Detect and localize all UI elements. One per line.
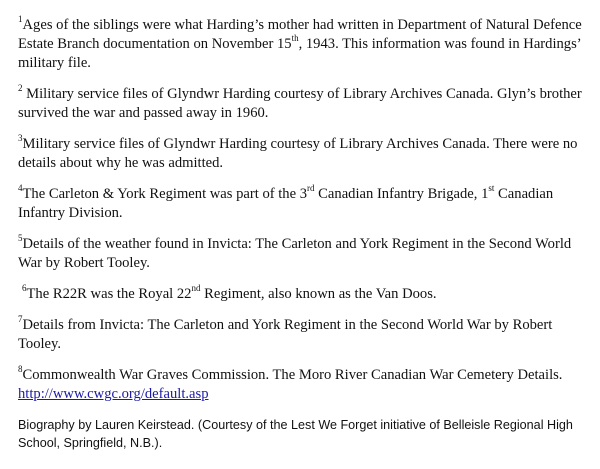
footnote-text: Military service files of Glyndwr Harding courtesy of Library Archives Canada. There were no details about why he was admitted. <box>18 136 578 171</box>
footnote-text: The Carleton & York Regiment was part of the 3 <box>22 186 308 202</box>
footnote-1 <box>18 16 586 73</box>
footnote-text: Details of the weather found in Invicta: The Carleton and York Regiment in the Second World War by Robert Tooley. <box>18 236 572 271</box>
footnote-text: Details from Invicta: The Carleton and York Regiment in the Second World War by Robert Tooley. <box>18 317 553 352</box>
footnote-text: , 1943. This information was found in Hardings’ military file. <box>18 36 581 71</box>
footnote-text: Canadian Infantry Division. <box>18 186 554 221</box>
footnote-number: 8 <box>18 364 23 375</box>
ordinal-superscript: nd <box>191 283 201 294</box>
ordinal-superscript: rd <box>307 183 315 194</box>
ordinal-superscript: th <box>291 33 299 44</box>
footnote-7 <box>18 316 586 354</box>
footnote-3 <box>18 135 586 173</box>
cwgc-link[interactable]: http://www.cwgc.org/default.asp <box>18 386 209 402</box>
footnote-5 <box>18 235 586 273</box>
footnote-text: The R22R was the Royal 22 <box>26 286 192 302</box>
footnote-2 <box>18 85 586 123</box>
footnote-text: Military service files of Glyndwr Harding courtesy of Library Archives Canada. Glyn’s brother survived the war and passed away in 1960. <box>18 86 582 121</box>
footnote-number: 7 <box>18 314 23 325</box>
footnote-6 <box>22 285 586 304</box>
footnote-text: Canadian Infantry Brigade, 1 <box>314 186 489 202</box>
footnote-number: 2 <box>18 83 23 94</box>
footnote-number: 4 <box>18 183 23 194</box>
footnote-text: Ages of the siblings were what Harding’s mother had written in Department of Natural Defence Estate Branch documentation on November 15 <box>18 17 582 52</box>
footnote-text: Commonwealth War Graves Commission. The Moro River Canadian War Cemetery Details. <box>22 367 563 383</box>
footnote-8 <box>18 366 586 404</box>
footnote-text: Regiment, also known as the Van Doos. <box>200 286 437 302</box>
footnote-number: 6 <box>22 283 27 294</box>
footnote-list <box>18 16 586 404</box>
footnote-number: 3 <box>18 133 23 144</box>
footnote-4 <box>18 185 586 223</box>
footnote-number: 5 <box>18 233 23 244</box>
footnote-number: 1 <box>18 14 23 25</box>
ordinal-superscript: st <box>488 183 495 194</box>
biography-credit: Biography by Lauren Keirstead. (Courtesy of the Lest We Forget initiative of Belleisle Regional High School, Springfield, N.B.). <box>18 418 573 450</box>
